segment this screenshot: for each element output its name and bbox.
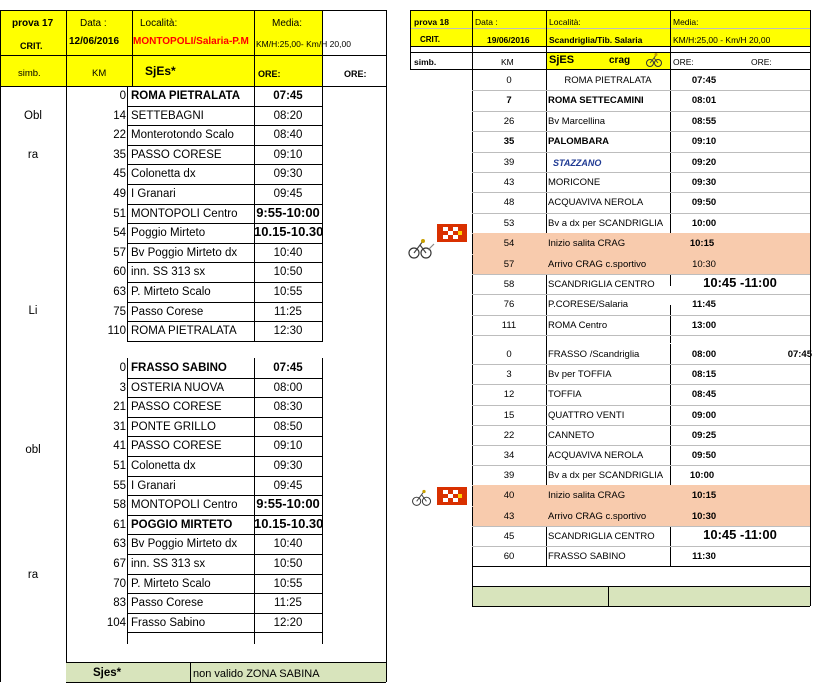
time-cell: 10:15	[691, 490, 717, 502]
location-cell: Bv a dx per SCANDRIGLIA	[548, 470, 664, 482]
cyclists-icon	[409, 489, 439, 507]
time-cell: 9:55-10:00	[256, 204, 320, 220]
right-localita-label: Località:	[549, 17, 581, 27]
time-cell: 08:50	[273, 420, 303, 433]
km-cell: 54	[113, 227, 126, 240]
km-cell: 53	[503, 217, 515, 229]
km-cell: 39	[503, 470, 515, 482]
km-cell: 63	[113, 538, 126, 551]
left-localita-label: Località:	[140, 18, 178, 29]
time-cell: 08:00	[691, 349, 717, 360]
location-cell: ROMA PIETRALATA	[131, 90, 241, 102]
time-cell: 08:30	[273, 401, 303, 414]
km-cell: 60	[503, 551, 515, 562]
left-data-value: 12/06/2016	[69, 36, 120, 47]
km-cell: 70	[113, 577, 126, 590]
time-cell: 10:30	[691, 510, 717, 522]
location-cell: ROMA Centro	[548, 319, 608, 331]
location-cell: QUATTRO VENTI	[548, 409, 625, 421]
time-cell: 13:00	[691, 319, 717, 331]
time-cell: 10:50	[273, 558, 303, 570]
left-sjes-label: SjEs*	[145, 64, 176, 78]
time-cell: 08:45	[691, 389, 717, 401]
time-cell: 11:30	[692, 551, 716, 562]
time-cell: 10:55	[273, 577, 303, 590]
time-cell: 10:45 -11:00	[703, 275, 777, 290]
time-cell-2: 07:45	[787, 349, 812, 360]
right-sjes-label: SjES	[549, 54, 575, 66]
km-cell: 3	[506, 369, 512, 381]
location-cell: I Granari	[131, 479, 176, 492]
km-cell: 0	[506, 349, 512, 360]
km-cell: 26	[503, 115, 515, 127]
km-cell: 63	[113, 286, 126, 298]
time-cell: 11:25	[274, 305, 302, 318]
left-localita-value: MONTOPOLI/Salaria-P.M	[133, 36, 249, 47]
time-cell: 08:01	[691, 95, 717, 107]
location-cell: PALOMBARA	[548, 136, 610, 148]
time-cell: 09:45	[273, 188, 303, 200]
km-cell: 75	[113, 305, 126, 318]
km-cell: 35	[113, 148, 126, 161]
location-cell: Bv Poggio Mirteto dx	[131, 538, 238, 551]
time-cell: 09:10	[273, 440, 303, 453]
location-cell: Colonetta dx	[131, 460, 196, 472]
location-cell: Bv a dx per SCANDRIGLIA	[548, 217, 664, 229]
time-cell: 10:00	[689, 470, 715, 482]
time-cell: 09:30	[273, 460, 303, 472]
time-cell: 08:20	[273, 109, 303, 122]
location-cell: Bv Poggio Mirteto dx	[131, 246, 238, 259]
time-cell: 10:30	[692, 258, 716, 270]
location-cell: inn. SS 313 sx	[131, 266, 206, 279]
location-cell: P. Mirteto Scalo	[131, 286, 211, 298]
km-cell: 22	[113, 129, 126, 142]
location-cell: ACQUAVIVA NEROLA	[548, 450, 644, 461]
right-ore2-label: ORE:	[751, 57, 772, 67]
km-cell: 58	[503, 279, 515, 290]
location-cell: PASSO CORESE	[131, 440, 222, 453]
location-cell: OSTERIA NUOVA	[131, 381, 225, 394]
km-cell: 31	[113, 420, 126, 433]
left-media-label: Media:	[272, 18, 303, 29]
time-cell: 10:40	[273, 246, 303, 259]
km-cell: 61	[113, 518, 126, 531]
left-ore2-label: ORE:	[344, 69, 367, 79]
right-prova-label: prova 18	[414, 17, 449, 27]
location-cell: Arrivo CRAG c.sportivo	[548, 510, 647, 522]
location-cell: Inizio salita CRAG	[548, 490, 626, 502]
time-cell: 07:45	[273, 362, 303, 374]
right-simb-label: simb.	[414, 57, 437, 67]
time-cell: 9:55-10:00	[256, 496, 320, 512]
km-cell: 0	[506, 75, 512, 86]
km-cell: 39	[503, 156, 515, 168]
right-crit-label: CRIT.	[420, 35, 440, 44]
location-cell: SETTEBAGNI	[131, 109, 204, 122]
km-cell: 57	[503, 258, 515, 270]
right-footer-bar	[473, 587, 810, 606]
time-cell: 10:40	[273, 538, 303, 551]
km-cell: 41	[113, 440, 126, 453]
left-km-label: KM	[92, 68, 107, 79]
right-km-label: KM	[501, 57, 514, 67]
left-ore1-label: ORE:	[258, 69, 281, 79]
left-media-value: KM/H:25,00- Km/H 20,00	[256, 39, 351, 49]
km-cell: 35	[503, 136, 515, 148]
km-cell: 54	[503, 238, 515, 250]
time-cell: 10:50	[273, 266, 303, 279]
left-data-label: Data :	[80, 18, 107, 29]
time-cell: 07:45	[691, 75, 717, 86]
time-cell: 07:45	[273, 90, 303, 102]
location-cell: ACQUAVIVA NEROLA	[548, 197, 644, 209]
location-cell: FRASSO SABINO	[548, 551, 626, 562]
left-note: ra	[27, 569, 39, 581]
time-cell: 10:45 -11:00	[703, 526, 777, 542]
location-cell: Colonetta dx	[131, 168, 196, 181]
location-cell: Frasso Sabino	[131, 616, 206, 629]
time-cell: 12:30	[273, 325, 303, 338]
km-cell: 67	[113, 558, 126, 570]
location-cell: ROMA PIETRALATA	[131, 325, 237, 338]
left-note: Li	[28, 305, 38, 317]
time-cell: 09:30	[691, 177, 717, 188]
km-cell: 14	[113, 109, 126, 122]
location-cell: PASSO CORESE	[131, 148, 222, 161]
left-prova-label: prova 17	[12, 18, 54, 29]
km-cell: 104	[106, 616, 126, 629]
km-cell: 3	[119, 381, 126, 394]
time-cell: 12:20	[273, 616, 303, 629]
location-cell: ROMA SETTECAMINI	[548, 95, 644, 107]
left-footer-sjes: Sjes*	[93, 667, 122, 679]
km-cell: 111	[501, 319, 517, 331]
km-cell: 40	[503, 490, 515, 502]
left-crit-label: CRIT.	[20, 41, 43, 51]
location-cell: MONTOPOLI Centro	[131, 499, 238, 512]
location-cell: PONTE GRILLO	[131, 420, 216, 433]
location-cell: Poggio Mirteto	[131, 227, 206, 240]
time-cell: 11:45	[692, 299, 716, 311]
km-cell: 55	[113, 479, 126, 492]
time-cell: 11:25	[274, 597, 302, 610]
location-cell: STAZZANO	[553, 157, 602, 168]
time-cell: 09:45	[273, 479, 303, 492]
cyclists-icon	[408, 238, 438, 260]
time-cell: 10:15	[689, 238, 715, 250]
location-cell: Arrivo CRAG c.sportivo	[548, 258, 647, 270]
left-note: Obl	[24, 110, 42, 122]
km-cell: 12	[503, 389, 515, 401]
km-cell: 45	[113, 168, 126, 181]
right-media-label: Media:	[673, 17, 699, 27]
checkered-flag-icon	[437, 487, 467, 505]
km-cell: 0	[119, 90, 126, 102]
location-cell: MORICONE	[548, 177, 601, 188]
time-cell: 10.15-10.30	[254, 515, 324, 531]
cyclists-icon	[645, 52, 665, 68]
location-cell: TOFFIA	[548, 389, 582, 401]
location-cell: ROMA PIETRALATA	[564, 75, 652, 86]
time-cell: 09:30	[273, 168, 303, 181]
location-cell: Bv per TOFFIA	[548, 369, 612, 381]
km-cell: 60	[113, 266, 126, 279]
location-cell: I Granari	[131, 188, 176, 200]
right-media-value: KM/H:25,00 - Km/H 20,00	[673, 35, 771, 45]
km-cell: 43	[503, 177, 515, 188]
time-cell: 10:55	[273, 286, 303, 298]
time-cell: 09:00	[691, 409, 717, 421]
km-cell: 22	[503, 429, 515, 441]
left-note: ra	[27, 149, 39, 161]
location-cell: Bv Marcellina	[548, 115, 606, 127]
location-cell: FRASSO /Scandriglia	[548, 349, 640, 360]
location-cell: MONTOPOLI Centro	[131, 207, 238, 220]
km-cell: 21	[113, 401, 126, 414]
km-cell: 34	[503, 450, 515, 461]
time-cell: 08:15	[691, 369, 717, 381]
time-cell: 10:00	[691, 217, 717, 229]
location-cell: Monterotondo Scalo	[131, 129, 234, 142]
right-localita-value: Scandriglia/Tib. Salaria	[549, 35, 643, 45]
right-crag-label: crag	[609, 55, 631, 66]
time-cell: 09:25	[691, 429, 717, 441]
location-cell: Inizio salita CRAG	[548, 238, 626, 250]
km-cell: 58	[113, 499, 126, 512]
time-cell: 09:20	[691, 156, 717, 168]
time-cell: 10.15-10.30	[254, 224, 324, 240]
km-cell: 48	[503, 197, 515, 209]
location-cell: CANNETO	[548, 429, 595, 441]
location-cell: P.CORESE/Salaria	[548, 299, 629, 311]
location-cell: inn. SS 313 sx	[131, 558, 206, 570]
right-ore1-label: ORE:	[673, 57, 694, 67]
time-cell: 09:50	[691, 197, 717, 209]
location-cell: POGGIO MIRTETO	[131, 518, 233, 531]
km-cell: 83	[113, 597, 126, 610]
left-footer-note: non valido ZONA SABINA	[193, 668, 320, 680]
time-cell: 09:10	[273, 148, 303, 161]
km-cell: 15	[503, 409, 515, 421]
km-cell: 43	[503, 510, 515, 522]
time-cell: 08:55	[691, 115, 717, 127]
time-cell: 08:40	[273, 129, 303, 142]
right-data-label: Data :	[475, 17, 498, 27]
left-note: obl	[25, 444, 41, 456]
location-cell: Passo Corese	[131, 305, 204, 318]
location-cell: Passo Corese	[131, 597, 204, 610]
km-cell: 51	[113, 207, 126, 220]
km-cell: 57	[113, 246, 126, 259]
location-cell: SCANDRIGLIA CENTRO	[548, 530, 655, 542]
km-cell: 7	[506, 95, 512, 107]
location-cell: FRASSO SABINO	[131, 362, 227, 374]
right-data-value: 19/06/2016	[487, 35, 530, 45]
km-cell: 110	[107, 325, 126, 338]
time-cell: 08:00	[273, 381, 303, 394]
location-cell: SCANDRIGLIA CENTRO	[548, 279, 655, 290]
km-cell: 76	[503, 299, 515, 311]
location-cell: PASSO CORESE	[131, 401, 222, 414]
km-cell: 0	[119, 362, 126, 374]
km-cell: 51	[113, 460, 126, 472]
left-simb-label: simb.	[18, 68, 41, 79]
location-cell: P. Mirteto Scalo	[131, 577, 211, 590]
time-cell: 09:10	[691, 136, 717, 148]
time-cell: 09:50	[691, 450, 717, 461]
km-cell: 49	[113, 188, 126, 200]
km-cell: 45	[503, 530, 515, 542]
checkered-flag-icon	[437, 224, 467, 242]
